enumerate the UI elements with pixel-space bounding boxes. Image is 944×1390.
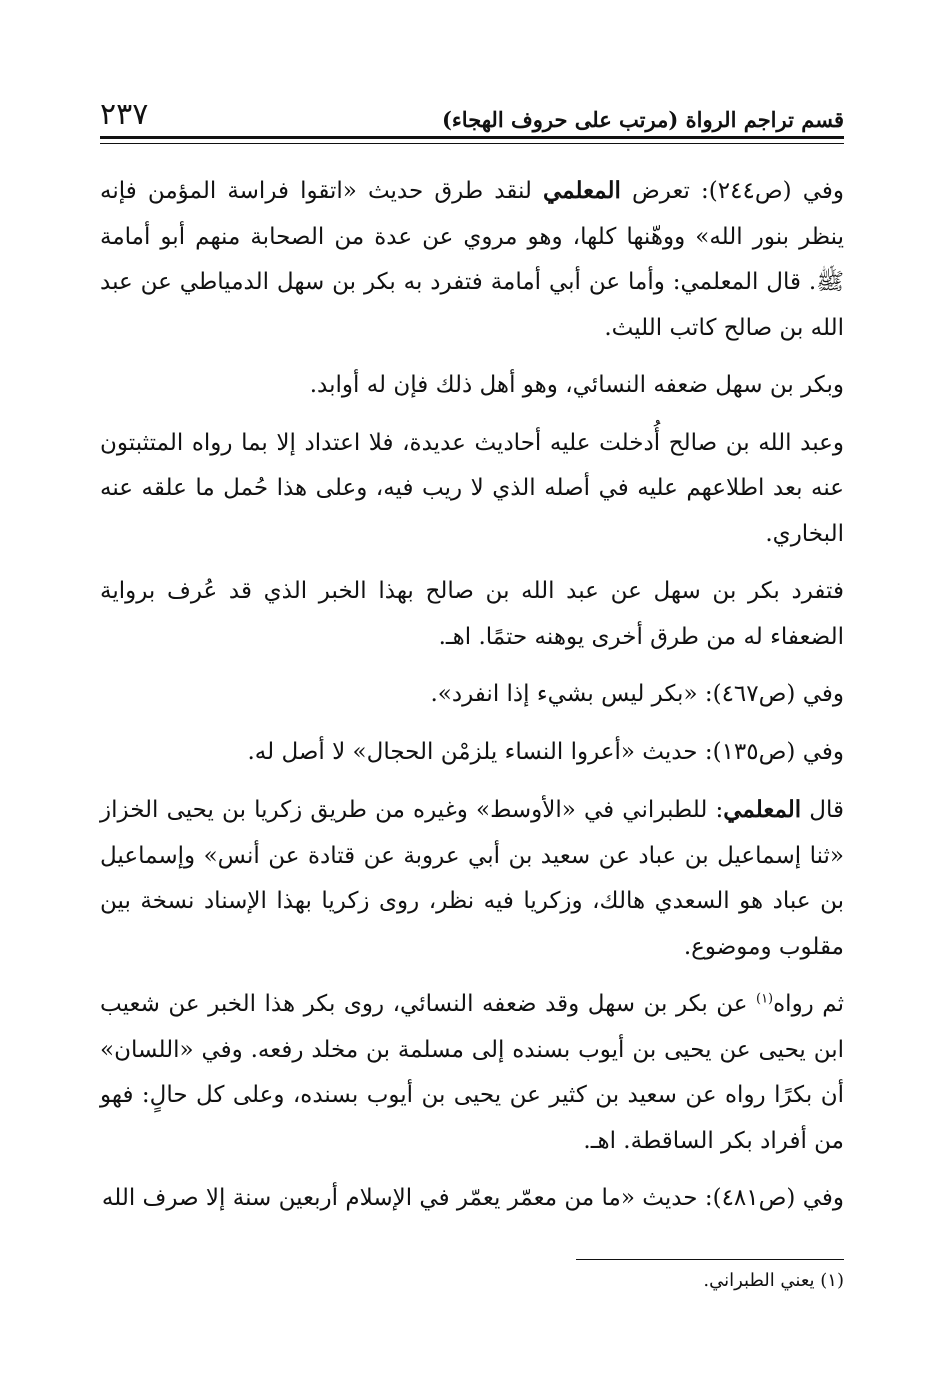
paragraph: قال المعلمي: للطبراني في «الأوسط» وغيره من طريق زكريا بن يحيى الخزاز «ثنا إسماعيل بن عباد عن سعيد بن أبي عروبة عن قتادة عن أنس» وإسماعيل بن عباد هو السعدي هالك، وزكريا فيه نظر، روى زكريا بهذا الإسناد نسخة بين مقلوب وموضوع. <box>100 796 844 960</box>
paragraph: وبكر بن سهل ضعفه النسائي، وهو أهل ذلك فإن له أوابد. <box>309 372 844 398</box>
footnote-rule <box>576 1259 844 1260</box>
paragraph: فتفرد بكر بن سهل عن عبد الله بن صالح بهذا الخبر الذي قد عُرف برواية الضعفاء له من طرق أخرى يوهنه حتمًا. اهـ. <box>100 578 844 650</box>
paragraph: وفي (ص٢٤٤): تعرض المعلمي لنقد طرق حديث «اتقوا فراسة المؤمن فإنه ينظر بنور الله» ووهّنها كلها، وهو مروي عن عدة من الصحابة منهم أبو أمامة ﷺ. قال المعلمي: وأما عن أبي أمامة فتفرد به بكر بن سهل الدمياطي عن عبد الله بن صالح كاتب الليث. <box>100 177 844 341</box>
footnote: (١) يعني الطبراني. <box>703 1270 844 1291</box>
paragraph: وفي (ص١٣٥): حديث «أعروا النساء يلزمْن الحجال» لا أصل له. <box>247 738 844 765</box>
page-number: ٢٣٧ <box>100 97 149 132</box>
header-rule-thin <box>100 143 844 144</box>
paragraph: وفي (ص٤٨١): حديث «ما من معمّر يعمّر في الإسلام أربعين سنة إلا صرف الله <box>101 1185 844 1211</box>
paragraph: وفي (ص٤٦٧): «بكر ليس بشيء إذا انفرد». <box>430 681 844 707</box>
running-title: قسم تراجم الرواة (مرتب على حروف الهجاء) <box>441 107 844 132</box>
paragraph: وعبد الله بن صالح أُدخلت عليه أحاديث عديدة، فلا اعتداد إلا بما رواه المتثبتون عنه بعد اطلاعهم عليه في أصله الذي لا ريب فيه، وعلى هذا حُمل ما علقه عنه البخاري. <box>100 429 844 547</box>
header-rule-thick <box>100 136 844 139</box>
body-text <box>100 168 844 1234</box>
paragraph: ثم رواه$^{(١)}$ عن بكر بن سهل وقد ضعفه النسائي، روى بكر هذا الخبر عن شعيب ابن يحيى عن يحيى بن أيوب بسنده إلى مسلمة بن مخلد رفعه. وفي «اللسان» أن بكرًا رواه عن سعيد بن كثير عن يحيى بن أيوب بسنده، وعلى كل حالٍ: فهو من أفراد بكر الساقطة. اهـ. <box>100 991 844 1154</box>
page-header <box>100 84 844 132</box>
footnote-marker: (١) <box>755 991 774 1007</box>
